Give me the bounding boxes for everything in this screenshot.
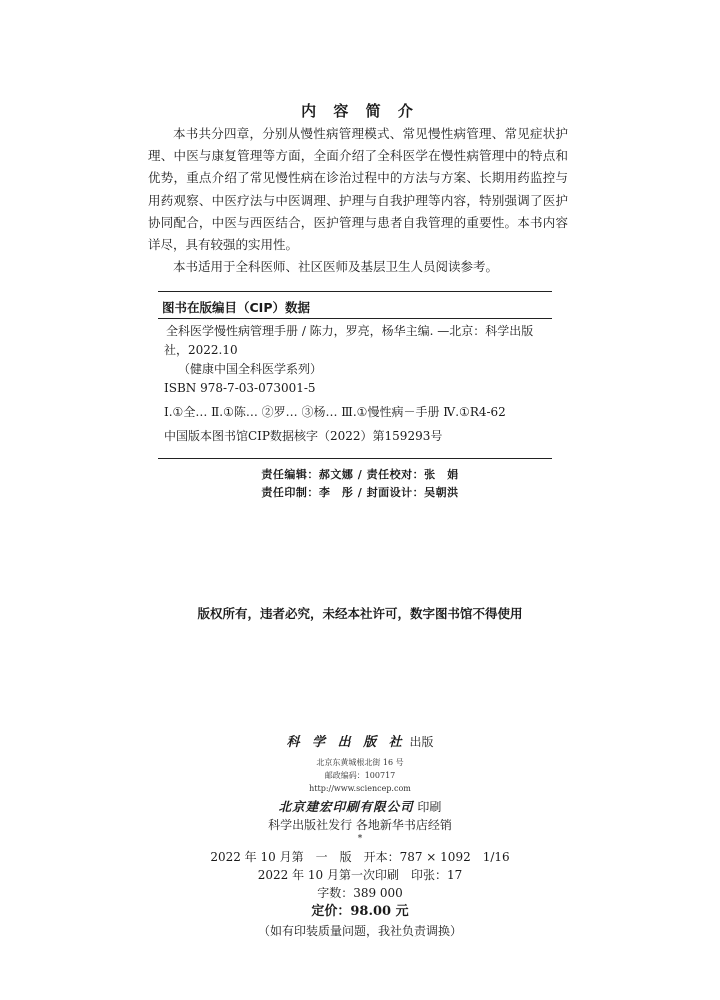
separator-star: * xyxy=(357,834,363,844)
credits-line-1: 责任编辑：郝文娜 / 责任校对：张 娟 xyxy=(261,468,459,481)
cip-heading-rule xyxy=(158,318,552,319)
quality-notice: （如有印装质量问题，我社负责调换） xyxy=(257,924,462,938)
publisher-suffix: 出版 xyxy=(405,735,434,749)
summary-paragraph-2: 本书适用于全科医师、社区医师及基层卫生人员阅读参考。 xyxy=(173,259,499,275)
credits xyxy=(0,466,720,502)
credits-line-2: 责任印制：李 彤 / 封面设计：吴朝洪 xyxy=(261,486,459,499)
printer-suffix: 印刷 xyxy=(413,800,442,814)
printing-line: 2022 年 10 月第一次印刷 印张：17 xyxy=(257,868,463,882)
page-title: 内 容 简 介 xyxy=(301,102,419,120)
cip-title-line: 全科医学慢性病管理手册 / 陈力，罗亮，杨华主编. —北京：科学出版 xyxy=(166,324,534,338)
cip-title-line-2: 社，2022.10 xyxy=(164,343,238,357)
publisher-address: 北京东黄城根北街 16 号 xyxy=(316,758,404,767)
edition-line: 2022 年 10 月第 一 版 开本：787 × 1092 1/16 xyxy=(210,850,510,864)
publisher-url: http://www.sciencep.com xyxy=(309,784,411,793)
cip-top-rule xyxy=(158,291,552,292)
word-count: 字数：389 000 xyxy=(317,886,403,900)
publisher-block xyxy=(0,732,720,940)
cip-isbn: ISBN 978-7-03-073001-5 xyxy=(164,381,316,395)
publisher-postcode: 邮政编码：100717 xyxy=(324,771,396,780)
cip-series: （健康中国全科医学系列） xyxy=(178,362,323,376)
summary-paragraph-1: 本书共分四章，分别从慢性病管理模式、常见慢性病管理、常见症状护理、中医与康复管理等方面，全面介绍了全科医学在慢性病管理中的特点和优势，重点介绍了常见慢性病在诊治过程中的方法与方案、长期用药监控与用药观察、中医疗法与中医调理、护理与自我护理等内容，特别强调了医护协同配合，中医与西医结合，医护管理与患者自我管理的重要性。本书内容详尽，具有较强的实用性。 xyxy=(148,126,568,253)
cip-record-number: 中国版本图书馆CIP数据核字（2022）第159293号 xyxy=(164,429,443,443)
cip-record xyxy=(164,322,554,446)
price: 定价：98.00 元 xyxy=(311,904,409,919)
cip-heading: 图书在版编目（CIP）数据 xyxy=(162,300,310,315)
summary-section xyxy=(148,123,568,278)
cip-bottom-rule xyxy=(158,458,552,459)
publisher-name: 科 学 出 版 社 xyxy=(286,735,406,750)
distribution-line: 科学出版社发行 各地新华书店经销 xyxy=(268,818,452,832)
cip-classification: Ⅰ.①全… Ⅱ.①陈… ②罗… ③杨… Ⅲ.①慢性病－手册 Ⅳ.①R4-62 xyxy=(164,405,506,419)
printer-name: 北京建宏印刷有限公司 xyxy=(278,799,414,814)
copyright-notice: 版权所有，违者必究，未经本社许可，数字图书馆不得使用 xyxy=(197,606,523,621)
